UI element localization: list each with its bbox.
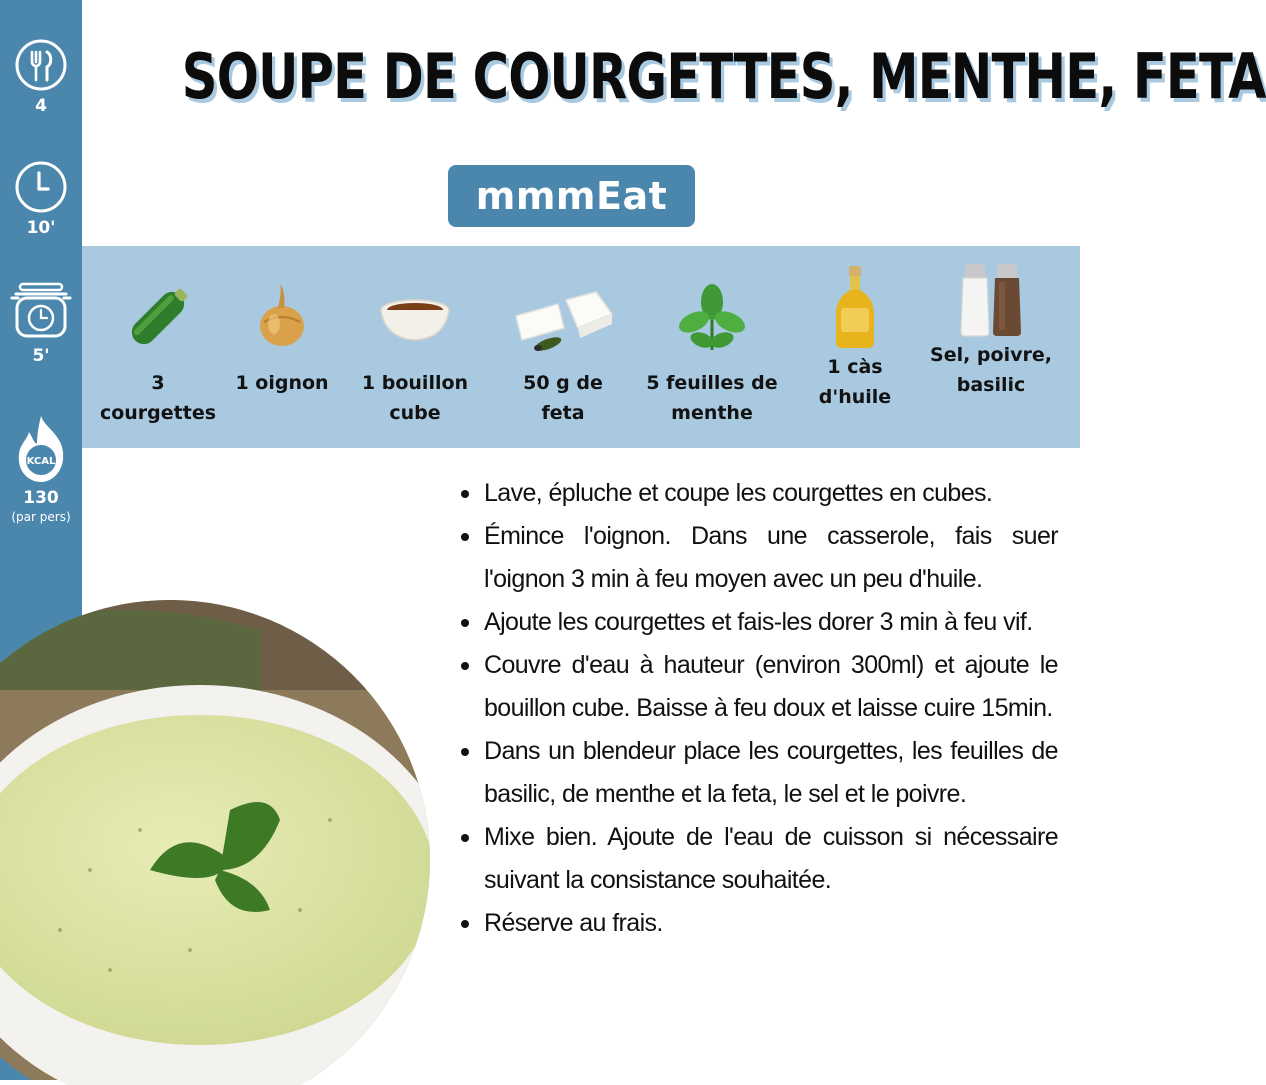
soup-photo <box>0 570 460 1080</box>
prep-time-value: 10' <box>26 218 56 238</box>
ingredient-item <box>350 278 480 428</box>
ingredients-band <box>82 246 1080 448</box>
step-item: Lave, épluche et coupe les courgettes en cubes. <box>456 472 1058 515</box>
mint-leaves-icon <box>672 278 752 358</box>
ingredient-line: 5 feuilles de <box>646 372 778 394</box>
step-item: Dans un blendeur place les courgettes, les feuilles de basilic, de menthe et la feta, le sel et le poivre. <box>456 730 1058 816</box>
broth-bowl-icon <box>375 278 455 358</box>
feta-icon <box>508 278 618 358</box>
calories-unit: (par pers) <box>11 510 71 524</box>
ingredient-line: d'huile <box>818 386 892 408</box>
servings-stat <box>0 38 82 116</box>
fork-knife-icon <box>14 38 68 92</box>
ingredient-item <box>800 264 910 412</box>
step-item: Mixe bien. Ajoute de l'eau de cuisson si nécessaire suivant la consistance souhaitée. <box>456 816 1058 902</box>
step-item: Couvre d'eau à hauteur (environ 300ml) et ajoute le bouillon cube. Baisse à feu doux et laisse cuire 15min. <box>456 644 1058 730</box>
step-item: Réserve au frais. <box>456 902 1058 945</box>
step-item: Émince l'oignon. Dans une casserole, fais suer l'oignon 3 min à feu moyen avec un peu d'huile. <box>456 515 1058 601</box>
ingredient-item <box>90 278 226 428</box>
ingredient-line: 1 bouillon <box>361 372 469 394</box>
step-item: Ajoute les courgettes et fais-les dorer 3 min à feu vif. <box>456 601 1058 644</box>
salt-pepper-icon <box>951 262 1031 338</box>
calories-value: 130 <box>23 488 59 508</box>
ingredient-line: 3 <box>151 372 165 394</box>
ingredient-item <box>918 262 1064 400</box>
ingredient-line: feta <box>541 402 585 424</box>
servings-value: 4 <box>35 96 47 116</box>
cook-time-stat <box>0 280 82 366</box>
kcal-flame-icon <box>9 412 73 484</box>
recipe-steps <box>456 472 1058 945</box>
ingredient-line: Sel, poivre, <box>930 344 1052 366</box>
oil-bottle-icon <box>825 264 885 350</box>
kcal-badge: KCAL <box>26 456 56 467</box>
calories-stat <box>0 412 82 524</box>
cook-time-value: 5' <box>32 346 50 366</box>
brand-logo: mmmEat <box>448 165 695 227</box>
ingredient-line: menthe <box>671 402 753 424</box>
ingredient-line: 1 càs <box>827 356 883 378</box>
ingredient-item <box>227 278 337 398</box>
ingredient-item <box>637 278 787 428</box>
clock-icon <box>14 160 68 214</box>
ingredient-line: 1 oignon <box>235 372 329 394</box>
prep-time-stat <box>0 160 82 238</box>
ingredient-line: cube <box>389 402 441 424</box>
ingredient-line: courgettes <box>99 402 217 424</box>
zucchini-icon <box>118 278 198 358</box>
ingredient-line: basilic <box>956 374 1026 396</box>
recipe-title: SOUPE DE COURGETTES, MENTHE, FETA <box>181 40 1266 113</box>
onion-icon <box>242 278 322 358</box>
ingredient-item <box>498 278 628 428</box>
cooking-pot-icon <box>8 280 74 342</box>
ingredient-line: 50 g de <box>523 372 603 394</box>
